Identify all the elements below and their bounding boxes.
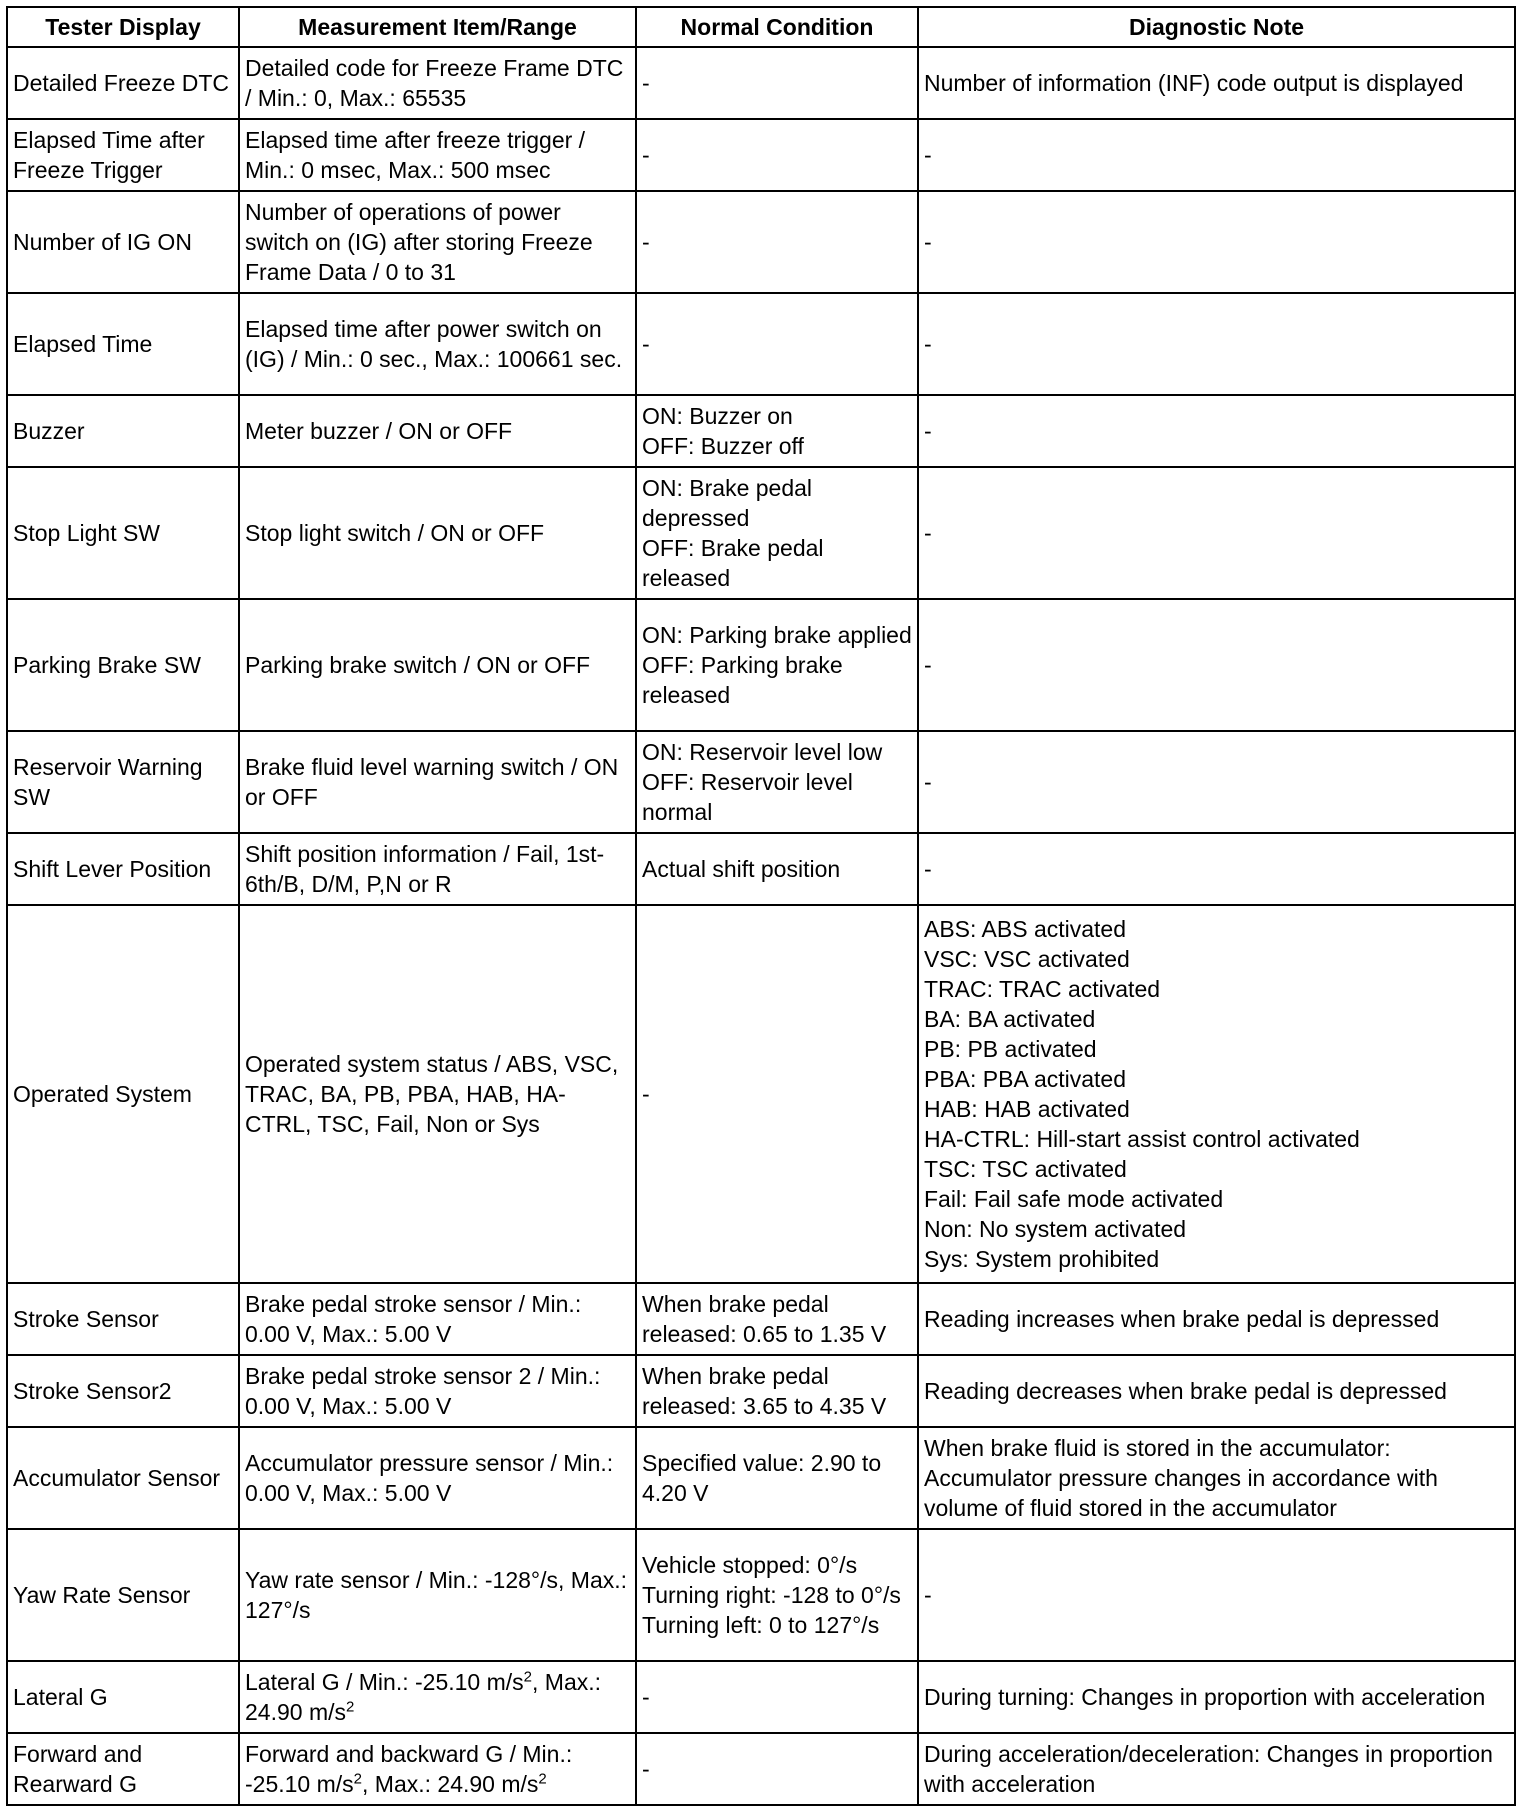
cell-normal-condition: Vehicle stopped: 0°/s Turning right: -128 to 0°/s Turning left: 0 to 127°/s: [636, 1529, 918, 1661]
table-row: [7, 833, 1515, 905]
cell-tester-display: Number of IG ON: [7, 191, 239, 293]
cell-diagnostic-note: During acceleration/deceleration: Changes in proportion with acceleration: [918, 1733, 1515, 1805]
column-header-tester-display: Tester Display: [7, 7, 239, 47]
cell-measurement: Forward and backward G / Min.: -25.10 $m/s^2$, Max.: 24.90 $m/s^2$: [239, 1733, 636, 1805]
cell-diagnostic-note: -: [918, 833, 1515, 905]
cell-measurement: Elapsed time after power switch on (IG) / Min.: 0 sec., Max.: 100661 sec.: [239, 293, 636, 395]
cell-tester-display: Elapsed Time: [7, 293, 239, 395]
table-row: [7, 1661, 1515, 1733]
cell-tester-display: Detailed Freeze DTC: [7, 47, 239, 119]
cell-tester-display: Accumulator Sensor: [7, 1427, 239, 1529]
cell-normal-condition: Specified value: 2.90 to 4.20 V: [636, 1427, 918, 1529]
column-header-normal-condition: Normal Condition: [636, 7, 918, 47]
cell-tester-display: Elapsed Time after Freeze Trigger: [7, 119, 239, 191]
cell-normal-condition: -: [636, 1661, 918, 1733]
cell-diagnostic-note: Reading increases when brake pedal is depressed: [918, 1283, 1515, 1355]
table-row: [7, 905, 1515, 1283]
cell-tester-display: Buzzer: [7, 395, 239, 467]
cell-normal-condition: Actual shift position: [636, 833, 918, 905]
cell-measurement: Accumulator pressure sensor / Min.: 0.00 V, Max.: 5.00 V: [239, 1427, 636, 1529]
cell-measurement: Shift position information / Fail, 1st-6th/B, D/M, P,N or R: [239, 833, 636, 905]
cell-tester-display: Forward and Rearward G: [7, 1733, 239, 1805]
table-row: [7, 47, 1515, 119]
table-row: [7, 119, 1515, 191]
table-row: [7, 1427, 1515, 1529]
table-row: [7, 599, 1515, 731]
cell-diagnostic-note: -: [918, 1529, 1515, 1661]
table-row: [7, 191, 1515, 293]
table-row: [7, 1529, 1515, 1661]
cell-tester-display: Stroke Sensor: [7, 1283, 239, 1355]
cell-normal-condition: -: [636, 47, 918, 119]
cell-normal-condition: ON: Reservoir level low OFF: Reservoir level normal: [636, 731, 918, 833]
table-row: [7, 467, 1515, 599]
cell-diagnostic-note: -: [918, 191, 1515, 293]
cell-normal-condition: ON: Buzzer on OFF: Buzzer off: [636, 395, 918, 467]
header-row: [7, 7, 1515, 47]
cell-normal-condition: -: [636, 293, 918, 395]
cell-tester-display: Operated System: [7, 905, 239, 1283]
table-row: [7, 1283, 1515, 1355]
cell-diagnostic-note: -: [918, 467, 1515, 599]
data-list-table: [6, 6, 1516, 1806]
cell-measurement: Operated system status / ABS, VSC, TRAC, BA, PB, PBA, HAB, HA-CTRL, TSC, Fail, Non or Sys: [239, 905, 636, 1283]
cell-normal-condition: -: [636, 119, 918, 191]
cell-diagnostic-note: -: [918, 731, 1515, 833]
cell-tester-display: Stroke Sensor2: [7, 1355, 239, 1427]
cell-measurement: Brake pedal stroke sensor 2 / Min.: 0.00 V, Max.: 5.00 V: [239, 1355, 636, 1427]
cell-tester-display: Yaw Rate Sensor: [7, 1529, 239, 1661]
cell-tester-display: Parking Brake SW: [7, 599, 239, 731]
cell-diagnostic-note: Reading decreases when brake pedal is depressed: [918, 1355, 1515, 1427]
cell-diagnostic-note: ABS: ABS activated VSC: VSC activated TRAC: TRAC activated BA: BA activated PB: PB activated PBA: PBA activated HAB: HAB activated HA-CTRL: Hill-start assist control activated TSC: TSC activated Fail: Fail safe mode activated Non: No system activated Sys: System prohibited: [918, 905, 1515, 1283]
cell-normal-condition: ON: Brake pedal depressed OFF: Brake pedal released: [636, 467, 918, 599]
cell-diagnostic-note: When brake fluid is stored in the accumulator: Accumulator pressure changes in accordance with volume of fluid stored in the accumulator: [918, 1427, 1515, 1529]
cell-measurement: Meter buzzer / ON or OFF: [239, 395, 636, 467]
cell-diagnostic-note: Number of information (INF) code output is displayed: [918, 47, 1515, 119]
cell-normal-condition: -: [636, 191, 918, 293]
cell-measurement: Brake fluid level warning switch / ON or OFF: [239, 731, 636, 833]
cell-diagnostic-note: -: [918, 119, 1515, 191]
cell-tester-display: Lateral G: [7, 1661, 239, 1733]
table-row: [7, 731, 1515, 833]
cell-measurement: Yaw rate sensor / Min.: -128°/s, Max.: 127°/s: [239, 1529, 636, 1661]
cell-diagnostic-note: -: [918, 293, 1515, 395]
column-header-diagnostic-note: Diagnostic Note: [918, 7, 1515, 47]
cell-normal-condition: When brake pedal released: 3.65 to 4.35 V: [636, 1355, 918, 1427]
cell-diagnostic-note: During turning: Changes in proportion with acceleration: [918, 1661, 1515, 1733]
cell-diagnostic-note: -: [918, 599, 1515, 731]
table-row: [7, 1355, 1515, 1427]
table-row: [7, 1733, 1515, 1805]
cell-normal-condition: -: [636, 1733, 918, 1805]
cell-diagnostic-note: -: [918, 395, 1515, 467]
cell-tester-display: Reservoir Warning SW: [7, 731, 239, 833]
cell-measurement: Number of operations of power switch on (IG) after storing Freeze Frame Data / 0 to 31: [239, 191, 636, 293]
cell-measurement: Brake pedal stroke sensor / Min.: 0.00 V, Max.: 5.00 V: [239, 1283, 636, 1355]
cell-measurement: Parking brake switch / ON or OFF: [239, 599, 636, 731]
cell-tester-display: Stop Light SW: [7, 467, 239, 599]
table-row: [7, 293, 1515, 395]
cell-measurement: Lateral G / Min.: -25.10 $m/s^2$, Max.: 24.90 $m/s^2$: [239, 1661, 636, 1733]
cell-normal-condition: -: [636, 905, 918, 1283]
cell-measurement: Stop light switch / ON or OFF: [239, 467, 636, 599]
cell-normal-condition: ON: Parking brake applied OFF: Parking brake released: [636, 599, 918, 731]
column-header-measurement: Measurement Item/Range: [239, 7, 636, 47]
cell-measurement: Detailed code for Freeze Frame DTC / Min.: 0, Max.: 65535: [239, 47, 636, 119]
table-row: [7, 395, 1515, 467]
cell-normal-condition: When brake pedal released: 0.65 to 1.35 V: [636, 1283, 918, 1355]
cell-measurement: Elapsed time after freeze trigger / Min.: 0 msec, Max.: 500 msec: [239, 119, 636, 191]
cell-tester-display: Shift Lever Position: [7, 833, 239, 905]
